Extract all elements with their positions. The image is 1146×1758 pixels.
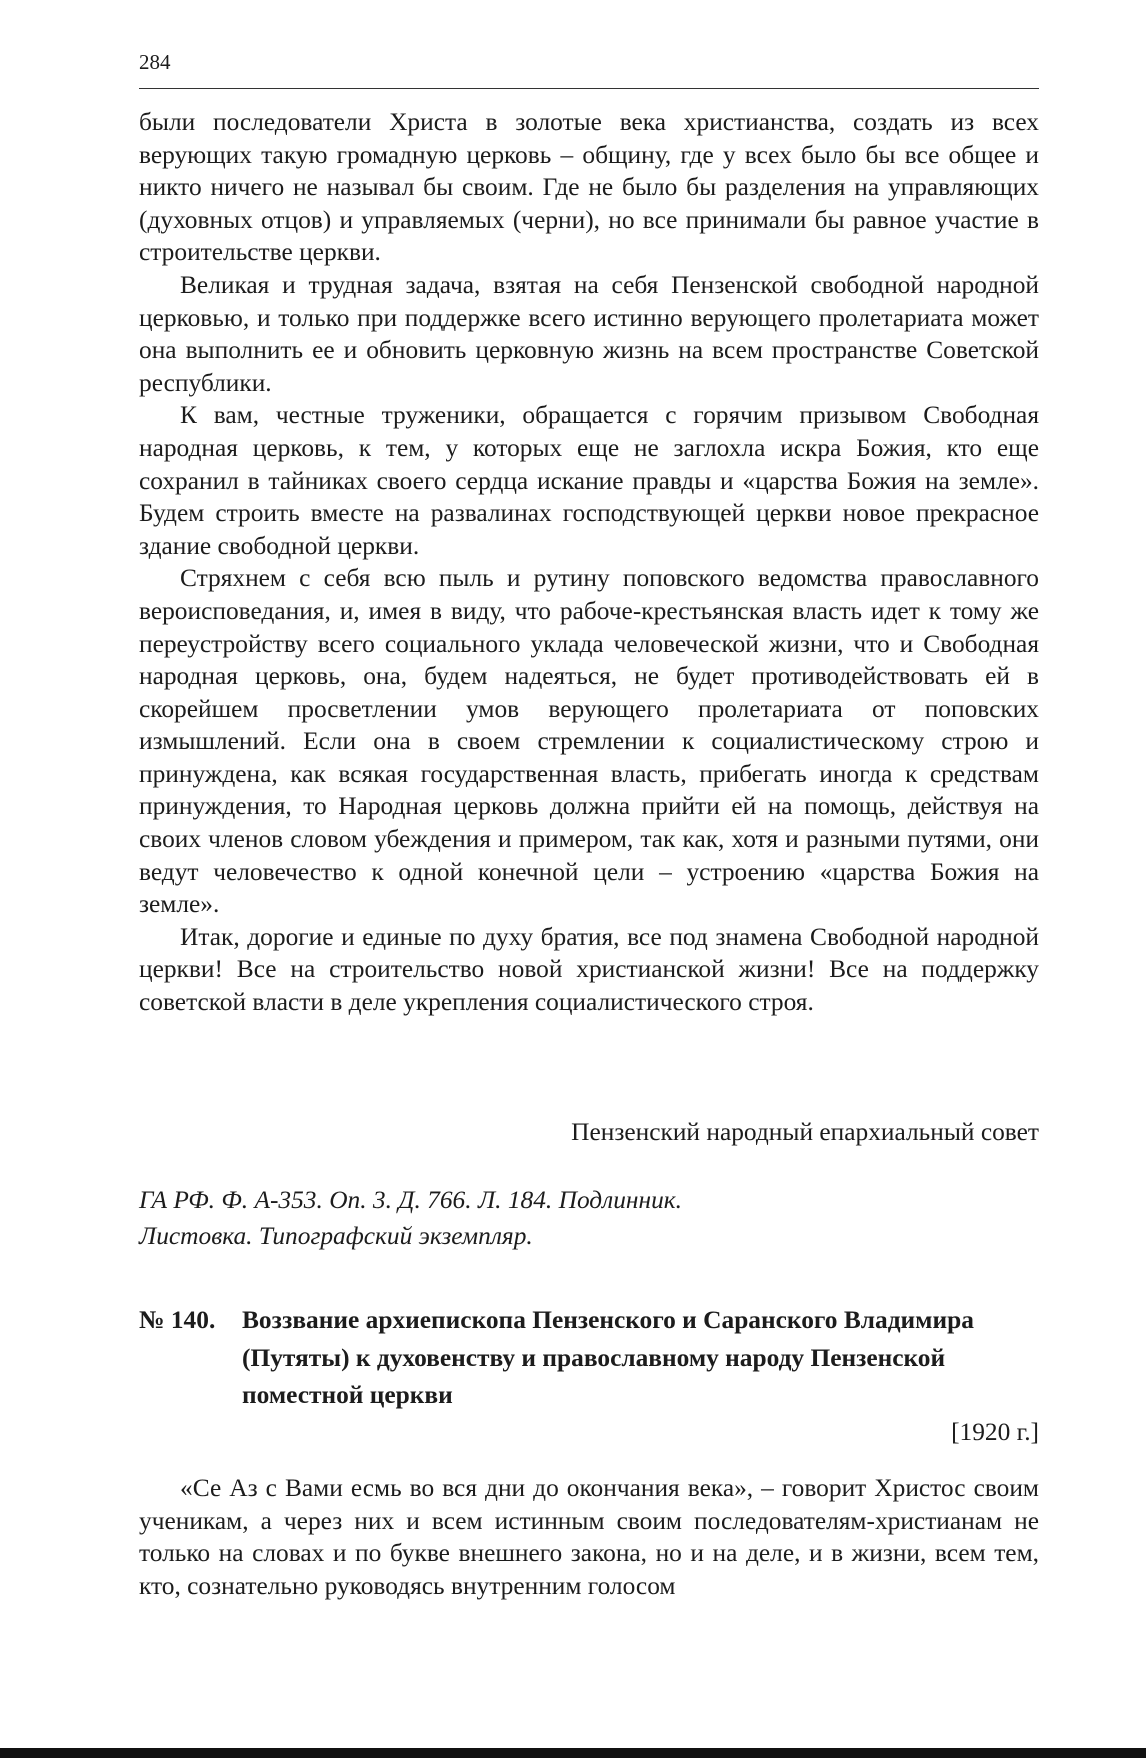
- document-date: [1920 г.]: [951, 1418, 1039, 1446]
- bottom-edge: [0, 1748, 1146, 1758]
- paragraph: были последователи Христа в золотые века христианства, создать из всех верующих такую громадную церковь – общину, где у всех было бы все общее и никто ничего не называл бы своим. Где не было бы разделения на управляющих (духовных отцов) и управляемых (черни), но все принимали бы равное участие в строительстве церкви.: [139, 108, 1039, 267]
- header-rule: [139, 88, 1039, 89]
- document-title: Воззвание архиепископа Пензенского и Саранского Владимира (Путяты) к духовенству и православному народу Пензенской поместной церкви: [242, 1306, 974, 1409]
- page-number: 284: [139, 50, 171, 74]
- signature: Пензенский народный епархиальный совет: [571, 1118, 1039, 1146]
- archive-line: ГА РФ. Ф. А-353. Оп. 3. Д. 766. Л. 184. Подлинник.: [139, 1186, 683, 1214]
- paragraph: Итак, дорогие и единые по духу братия, все под знамена Свободной народной церкви! Все на строительство новой христианской жизни! Все на поддержку советской власти в деле укрепления социалистического строя.: [139, 922, 1039, 1017]
- archive-line: Листовка. Типографский экземпляр.: [139, 1222, 533, 1250]
- body-text: [139, 106, 1039, 1019]
- paragraph: «Се Аз с Вами есмь во вся дни до окончания века», – говорит Христос своим ученикам, а через них и всем истинным своим последователям-христианам не только на словах и по букве внешнего закона, но и на деле, и в жизни, всем тем, кто, сознательно руководясь внутренним голосом: [139, 1474, 1039, 1600]
- paragraph: Стряхнем с себя всю пыль и рутину поповского ведомства православного вероисповедания, и, имея в виду, что рабоче-крестьянская власть идет к тому же переустройству всего социального уклада человеческой жизни, что и Свободная народная церковь, она, будем надеяться, не будет противодействовать ей в скорейшем просветлении умов верующего пролетариата от поповских измышлений. Если она в своем стремлении к социалистическому строю и принуждена, как всякая государственная власть, прибегать иногда к средствам принуждения, то Народная церковь должна прийти ей на помощь, действуя на своих членов словом убеждения и примером, так как, хотя и разными путями, они ведут человечество к одной конечной цели – устроению «царства Божия на земле».: [139, 564, 1039, 919]
- paragraph: Великая и трудная задача, взятая на себя Пензенской свободной народной церковью, и только при поддержке всего истинно верующего пролетариата может она выполнить ее и обновить церковную жизнь на всем пространстве Советской республики.: [139, 270, 1039, 397]
- archive-reference: [139, 1182, 682, 1254]
- document-body: [139, 1472, 1039, 1602]
- document-number: № 140.: [139, 1306, 216, 1334]
- paragraph: К вам, честные труженики, обращается с горячим призывом Свободная народная церковь, к тем, у которых еще не заглохла искра Божия, кто еще сохранил в тайниках своего сердца искание правды и «царства Божия на земле». Будем строить вместе на развалинах господствующей церкви новое прекрасное здание свободной церкви.: [139, 401, 1039, 560]
- document-heading: [139, 1302, 1039, 1415]
